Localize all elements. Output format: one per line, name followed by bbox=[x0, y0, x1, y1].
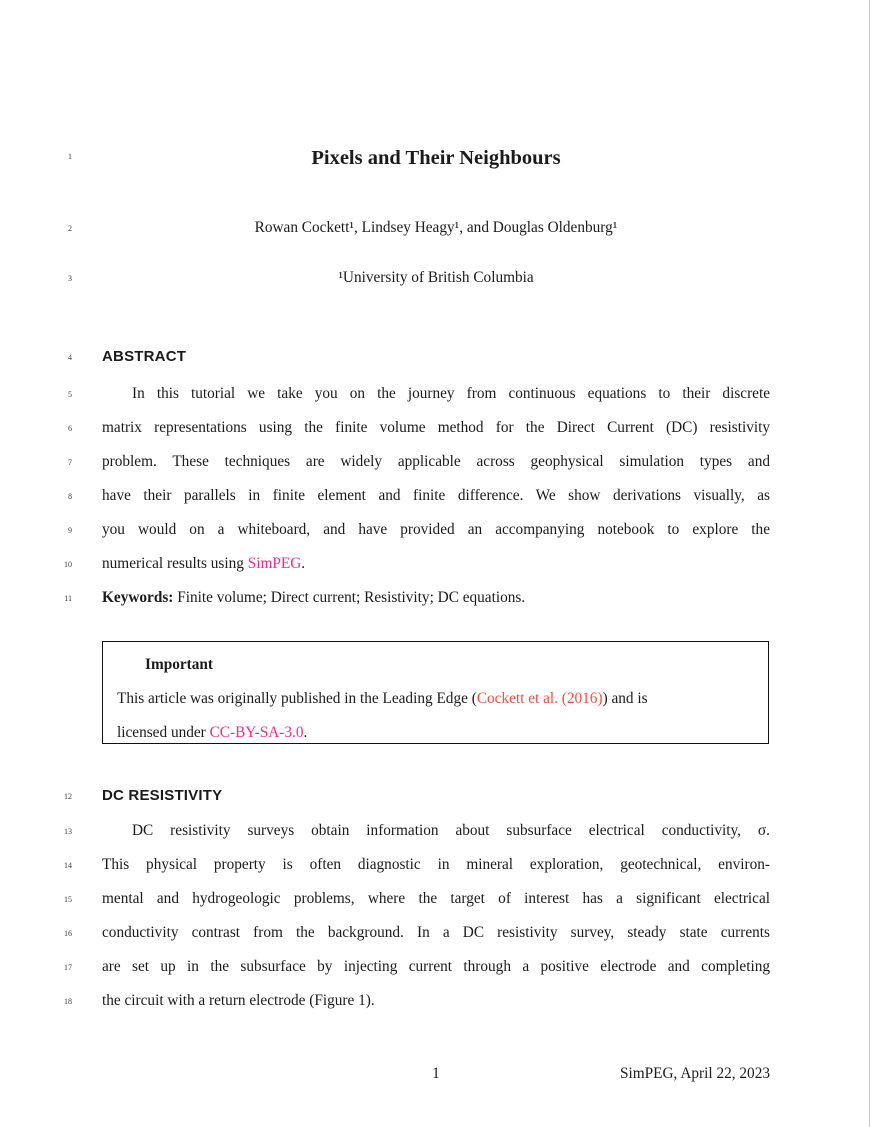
important-line1-prefix: This article was originally published in the Leading Edge ( bbox=[117, 690, 477, 708]
abstract-last-line-row bbox=[0, 552, 872, 578]
title-row bbox=[0, 144, 872, 170]
dc-section-heading: DC RESISTIVITY bbox=[102, 787, 223, 804]
dc-line: mental and hydrogeologic problems, where the target of interest has a significant electrical bbox=[102, 890, 770, 907]
line-number: 7 bbox=[68, 458, 72, 467]
keywords-row bbox=[0, 586, 872, 612]
authors-line: Rowan Cockett¹, Lindsey Heagy¹, and Douglas Oldenburg¹ bbox=[254, 219, 618, 236]
dc-line-row bbox=[0, 819, 872, 845]
simpeg-link[interactable]: SimPEG bbox=[247, 555, 302, 572]
keywords-label: Keywords: bbox=[102, 589, 174, 606]
important-box-line2 bbox=[117, 716, 755, 750]
line-number: 14 bbox=[64, 861, 72, 870]
dc-line: conductivity contrast from the background. In a DC resistivity survey, steady state currents bbox=[102, 924, 770, 941]
abstract-line: have their parallels in finite element and finite difference. We show derivations visually, as bbox=[102, 487, 770, 504]
abstract-line-suffix: . bbox=[301, 555, 306, 572]
dc-line: This physical property is often diagnostic in mineral exploration, geotechnical, environ- bbox=[102, 856, 770, 873]
abstract-line: In this tutorial we take you on the journey from continuous equations to their discrete bbox=[132, 385, 770, 402]
citation-link[interactable]: Cockett et al. (2016) bbox=[476, 690, 603, 708]
footer-journal-date: SimPEG, April 22, 2023 bbox=[619, 1065, 770, 1082]
dc-line-row bbox=[0, 989, 872, 1015]
line-number: 16 bbox=[64, 929, 72, 938]
dc-heading-row bbox=[0, 784, 872, 810]
important-line1-suffix: ) and is bbox=[602, 690, 648, 708]
license-link[interactable]: CC-BY-SA-3.0 bbox=[209, 724, 304, 742]
line-number: 4 bbox=[68, 353, 72, 362]
line-number: 5 bbox=[68, 390, 72, 399]
abstract-line-row bbox=[0, 518, 872, 544]
line-number: 10 bbox=[64, 560, 72, 569]
line-number: 1 bbox=[68, 152, 72, 161]
abstract-line-row bbox=[0, 416, 872, 442]
abstract-line: matrix representations using the finite volume method for the Direct Current (DC) resistivity bbox=[102, 419, 770, 436]
abstract-line: problem. These techniques are widely applicable across geophysical simulation types and bbox=[102, 453, 770, 470]
important-line2-prefix: licensed under bbox=[117, 724, 210, 742]
abstract-heading: ABSTRACT bbox=[102, 348, 187, 365]
page-title: Pixels and Their Neighbours bbox=[311, 147, 561, 169]
line-number: 8 bbox=[68, 492, 72, 501]
line-number: 11 bbox=[64, 594, 72, 603]
important-box-heading: Important bbox=[145, 656, 213, 673]
dc-line: the circuit with a return electrode (Figure 1). bbox=[102, 992, 375, 1009]
line-number: 9 bbox=[68, 526, 72, 535]
dc-line-row bbox=[0, 921, 872, 947]
important-box-line1 bbox=[117, 682, 755, 716]
dc-line-row bbox=[0, 887, 872, 913]
line-number: 15 bbox=[64, 895, 72, 904]
abstract-line-prefix: numerical results using bbox=[102, 555, 248, 572]
abstract-line-row bbox=[0, 382, 872, 408]
footer-page-number: 1 bbox=[432, 1065, 440, 1082]
important-line2-suffix: . bbox=[303, 724, 308, 742]
line-number: 17 bbox=[64, 963, 72, 972]
line-number: 12 bbox=[64, 792, 72, 801]
line-number: 6 bbox=[68, 424, 72, 433]
line-number: 2 bbox=[68, 224, 72, 233]
abstract-line-row bbox=[0, 450, 872, 476]
dc-line: DC resistivity surveys obtain information about subsurface electrical conductivity, σ. bbox=[132, 822, 770, 839]
line-number: 18 bbox=[64, 997, 72, 1006]
important-box bbox=[102, 641, 769, 744]
dc-line-row bbox=[0, 955, 872, 981]
keywords-text: Finite volume; Direct current; Resistivity; DC equations. bbox=[173, 589, 526, 606]
abstract-heading-row bbox=[0, 345, 872, 371]
affiliation-line: ¹University of British Columbia bbox=[338, 269, 534, 286]
dc-line: are set up in the subsurface by injecting current through a positive electrode and completing bbox=[102, 958, 770, 975]
affiliation-row bbox=[0, 266, 872, 292]
abstract-line-row bbox=[0, 484, 872, 510]
line-number: 3 bbox=[68, 274, 72, 283]
dc-line-row bbox=[0, 853, 872, 879]
line-number: 13 bbox=[64, 827, 72, 836]
authors-row bbox=[0, 216, 872, 242]
abstract-line: you would on a whiteboard, and have provided an accompanying notebook to explore the bbox=[102, 521, 770, 538]
